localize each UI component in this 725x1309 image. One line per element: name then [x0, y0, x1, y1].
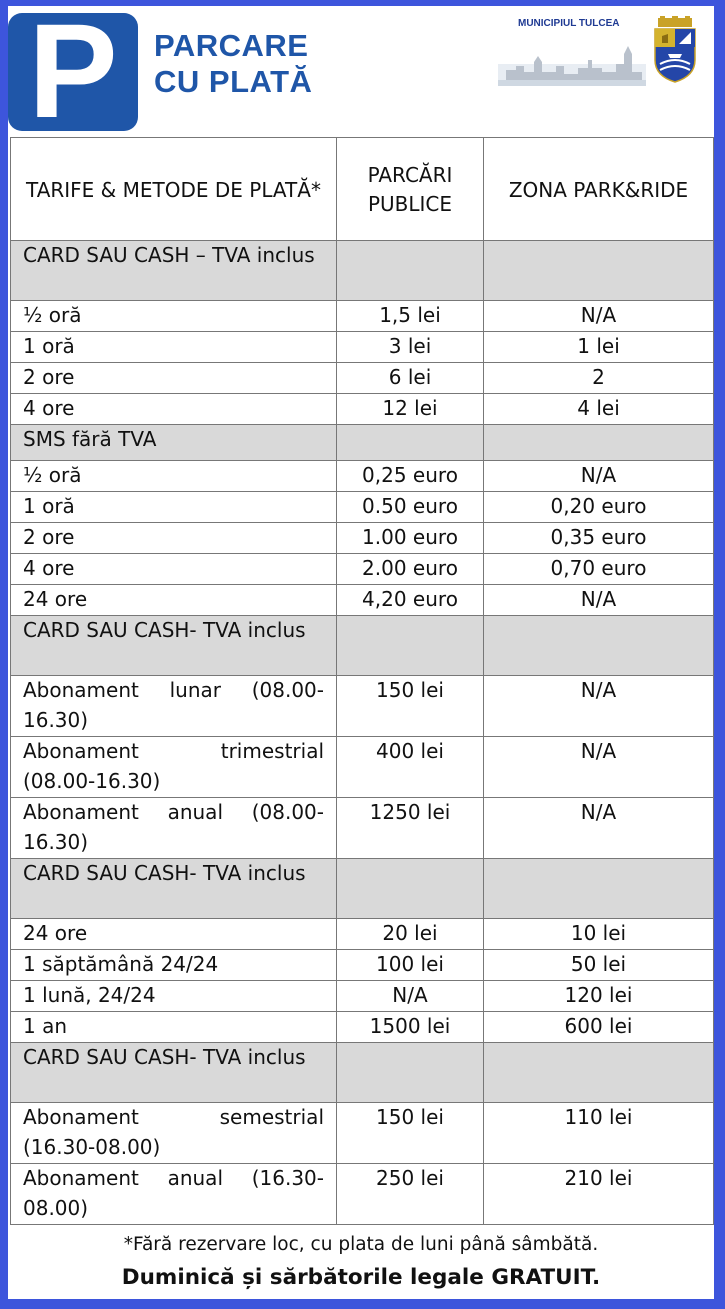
section-empty-cell [337, 1043, 484, 1103]
table-row [11, 301, 714, 332]
section-empty-cell [484, 1043, 714, 1103]
section-empty-cell [484, 616, 714, 676]
page-title [154, 28, 312, 100]
table-header-row [11, 138, 714, 241]
park-ride-price: N/A [484, 737, 714, 798]
row-label: 24 ore [11, 585, 337, 616]
row-label: 4 ore [11, 554, 337, 585]
public-parking-price: 100 lei [337, 950, 484, 981]
section-label: CARD SAU CASH- TVA inclus [11, 859, 337, 919]
park-ride-price: N/A [484, 798, 714, 859]
section-empty-cell [484, 425, 714, 461]
section-empty-cell [337, 859, 484, 919]
table-row [11, 585, 714, 616]
section-row [11, 1043, 714, 1103]
public-parking-price: 250 lei [337, 1164, 484, 1225]
section-row [11, 241, 714, 301]
park-ride-price: 2 [484, 363, 714, 394]
table-row [11, 1103, 714, 1164]
park-ride-price: 0,35 euro [484, 523, 714, 554]
section-empty-cell [337, 425, 484, 461]
public-parking-price: 2.00 euro [337, 554, 484, 585]
public-parking-price: 20 lei [337, 919, 484, 950]
coat-of-arms-icon [650, 16, 700, 84]
section-empty-cell [484, 241, 714, 301]
park-ride-price: 210 lei [484, 1164, 714, 1225]
table-row [11, 981, 714, 1012]
public-parking-price: 0.50 euro [337, 492, 484, 523]
park-ride-price: N/A [484, 301, 714, 332]
park-ride-price: 1 lei [484, 332, 714, 363]
table-row [11, 523, 714, 554]
parking-sign-icon [8, 0, 138, 146]
park-ride-price: 0,20 euro [484, 492, 714, 523]
row-label: 2 ore [11, 363, 337, 394]
row-label: 1 lună, 24/24 [11, 981, 337, 1012]
park-ride-price: 0,70 euro [484, 554, 714, 585]
table-row [11, 919, 714, 950]
title-line-2: CU PLATĂ [154, 64, 313, 99]
park-ride-price: 110 lei [484, 1103, 714, 1164]
table-row [11, 554, 714, 585]
footer-free-days: Duminică și sărbătorile legale GRATUIT. [121, 1265, 601, 1290]
tariff-table [10, 137, 714, 1225]
public-parking-price: 1,5 lei [337, 301, 484, 332]
public-parking-price: 1.00 euro [337, 523, 484, 554]
section-label: CARD SAU CASH- TVA inclus [11, 616, 337, 676]
public-parking-price: 12 lei [337, 394, 484, 425]
park-ride-price: N/A [484, 585, 714, 616]
municipality-logo [498, 14, 708, 94]
section-row [11, 859, 714, 919]
row-label: 1 oră [11, 332, 337, 363]
poster [8, 0, 714, 1299]
row-label: 2 ore [11, 523, 337, 554]
park-ride-price: 10 lei [484, 919, 714, 950]
section-row [11, 425, 714, 461]
park-ride-price: 120 lei [484, 981, 714, 1012]
public-parking-price: 1250 lei [337, 798, 484, 859]
table-row [11, 950, 714, 981]
section-label: CARD SAU CASH – TVA inclus [11, 241, 337, 301]
column-header-tariff: TARIFE & METODE DE PLATĂ* [11, 138, 337, 241]
public-parking-price: 400 lei [337, 737, 484, 798]
section-label: SMS fără TVA [11, 425, 337, 461]
row-label: 24 ore [11, 919, 337, 950]
park-ride-price: N/A [484, 461, 714, 492]
row-label: Abonament lunar (08.00-16.30) [11, 676, 337, 737]
tariff-table-body [11, 241, 714, 1225]
municipality-name: MUNICIPIUL TULCEA [518, 18, 620, 29]
table-row [11, 1012, 714, 1043]
public-parking-price: 3 lei [337, 332, 484, 363]
footer-note: *Fără rezervare loc, cu plata de luni până sâmbătă. [123, 1234, 599, 1255]
park-ride-price: 50 lei [484, 950, 714, 981]
row-label: 1 an [11, 1012, 337, 1043]
row-label: 4 ore [11, 394, 337, 425]
table-row [11, 492, 714, 523]
section-row [11, 616, 714, 676]
section-empty-cell [337, 241, 484, 301]
row-label: 1 săptămână 24/24 [11, 950, 337, 981]
public-parking-price: 6 lei [337, 363, 484, 394]
park-ride-price: 600 lei [484, 1012, 714, 1043]
header [8, 0, 714, 146]
table-row [11, 676, 714, 737]
table-row [11, 737, 714, 798]
row-label: ½ oră [11, 461, 337, 492]
public-parking-price: N/A [337, 981, 484, 1012]
row-label: ½ oră [11, 301, 337, 332]
table-row [11, 798, 714, 859]
section-empty-cell [484, 859, 714, 919]
title-line-1: PARCARE [154, 28, 309, 63]
table-row [11, 363, 714, 394]
public-parking-price: 150 lei [337, 676, 484, 737]
city-skyline-icon [498, 36, 646, 86]
table-row [11, 1164, 714, 1225]
parking-sign-letter: P [28, 0, 118, 146]
table-row [11, 332, 714, 363]
section-label: CARD SAU CASH- TVA inclus [11, 1043, 337, 1103]
column-header-public: PARCĂRI PUBLICE [337, 138, 484, 241]
public-parking-price: 150 lei [337, 1103, 484, 1164]
footer [8, 1231, 714, 1295]
section-empty-cell [337, 616, 484, 676]
park-ride-price: N/A [484, 676, 714, 737]
row-label: Abonament trimestrial (08.00-16.30) [11, 737, 337, 798]
park-ride-price: 4 lei [484, 394, 714, 425]
public-parking-price: 4,20 euro [337, 585, 484, 616]
row-label: 1 oră [11, 492, 337, 523]
table-row [11, 461, 714, 492]
column-header-park-ride: ZONA PARK&RIDE [484, 138, 714, 241]
table-row [11, 394, 714, 425]
public-parking-price: 0,25 euro [337, 461, 484, 492]
row-label: Abonament anual (16.30-08.00) [11, 1164, 337, 1225]
public-parking-price: 1500 lei [337, 1012, 484, 1043]
row-label: Abonament anual (08.00-16.30) [11, 798, 337, 859]
row-label: Abonament semestrial (16.30-08.00) [11, 1103, 337, 1164]
